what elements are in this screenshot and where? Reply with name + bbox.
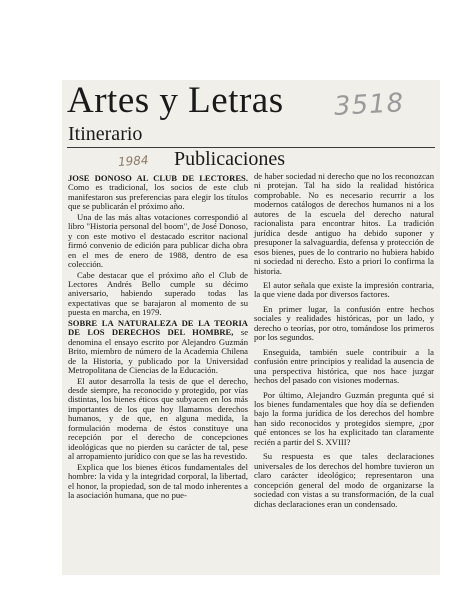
paragraph [254,281,434,300]
left-column [68,174,248,501]
paragraph-text: Enseguida, también suele contribuir a la confusión entre principios y realidad la ausencia de una perspectiva histórica, que nos hace juzgar hechos del pasado con visiones modernas. [254,346,434,386]
paragraph-text: se denomina el ensayo escrito por Alejandro Guzmán Brito, miembro de número de la Academia Chilena de la Historia, y publicado por la Universidad Metropolitana de Ciencias de la Educación. [68,327,249,376]
masthead: Artes y Letras [67,80,284,121]
paragraph [68,271,248,318]
paragraph-text: de haber sociedad ni derecho que no los reconozcan ni protejan. Tal ha sido la realidad histórica comprobable. No es necesario recurrir a los modernos catálogos de derechos humanos ni a los autores de la escuela del derecho natural racionalista para encontrar hitos. La tradición jurídica desde antiguo ha debido suponer y presuponer la salvaguardia, defensa y protección de esos bienes, pues de lo contrario no hubiera habido ni sociedad ni derecho. Esto a priori lo confirma la historia. [254,171,434,276]
paragraph [68,319,248,376]
article-heading: JOSE DONOSO AL CLUB DE LECTORES. [68,173,248,183]
paragraph [68,377,248,462]
paragraph-text: El autor señala que existe la impresión contraria, la que viene dada por diversos factores. [254,279,434,300]
paragraph-text: El autor desarrolla la tesis de que el derecho, desde siempre, ha reconocido y protegido, por vías distintas, los bienes éticos que subyacen en los más importantes de los que hoy llamamos derechos humanos, y de que, en alguna medida, la formulación moderna de éstos constituye una recepción por el derecho de concepciones ideológicas que no pierden su carácter de tal, pese al arropamiento jurídico con que se las ha revestido. [68,375,248,462]
paragraph-text: En primer lugar, la confusión entre hechos sociales y realidades históricas, por un lado, y derecho o teorías, por otro, tomándose los primeros por los segundos. [254,303,434,343]
paragraph [68,213,248,270]
paragraph [254,305,434,343]
paragraph [254,172,434,276]
handwritten-year: 1984 [117,152,149,170]
newspaper-clipping [62,80,440,575]
article-heading: SOBRE LA NATURALEZA DE LA TEORIA DE LOS DERECHOS DEL HOMBRE, [68,317,248,338]
paragraph [254,348,434,386]
paragraph-text: Por último, Alejandro Guzmán pregunta qué si los bienes fundamentales que hoy día se defienden bajo la forma jurídica de los derechos del hombre han sido reconocidos y protegidos siempre, ¿por qué entonces se los ha explicitado tan claramente recién a partir del S. XVIII? [254,389,434,447]
section-subhead: Itinerario [68,123,143,145]
right-column [254,172,434,510]
section-title: Publicaciones [174,148,286,170]
paragraph [68,463,248,501]
paragraph-text: Como es tradicional, los socios de este club manifestaron sus preferencias para elegir los títulos que se publicarán el próximo año. [68,182,248,212]
paragraph-text: Su respuesta es que tales declaraciones universales de los derechos del hombre tuvieron un claro carácter ideológico; representaron una concepción general del modo de organizarse la sociedad con vistas a su transformación, de la cual dichas declaraciones eran un condensado. [254,451,434,509]
paragraph-text: Explica que los bienes éticos fundamentales del hombre: la vida y la integridad corporal, la libertad, el honor, la propiedad, son de tal modo inherentes a la asociación humana, que no pue- [68,461,248,500]
paragraph [254,452,434,509]
handwritten-archive-number: 3518 [333,88,405,122]
paragraph [254,391,434,448]
paragraph-text: Cabe destacar que el próximo año el Club de Lectores Andrés Bello cumple su décimo aniversario, habiendo superado todas las expectativas que se barajaron al momento de su puesta en marcha, en 1979. [68,269,248,318]
paragraph-text: Una de las más altas votaciones correspondió al libro "Historia personal del boom", de José Donoso, y con este motivo el destacado escritor nacional firmó convenio de edición para publicar dicha obra en el mes de enero de 1988, dentro de esa colección. [68,211,248,270]
paragraph [68,174,248,212]
